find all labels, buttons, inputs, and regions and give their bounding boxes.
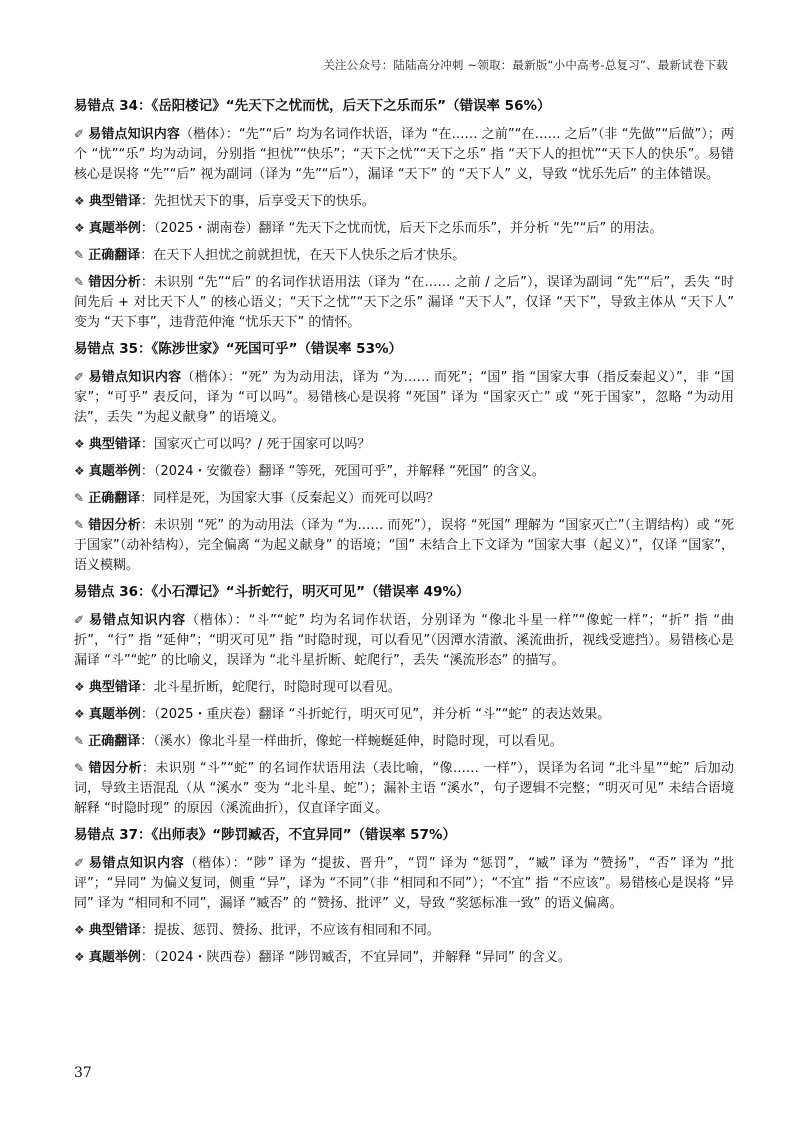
pen-icon: ✎ [74,275,85,289]
page-number: 37 [74,1065,92,1081]
typical-label: 典型错译 [88,923,141,938]
correct-translation-paragraph [74,731,734,752]
pen-icon: ✎ [74,518,85,532]
correct-translation-paragraph [74,245,734,266]
example-paragraph [74,704,734,725]
knowledge-text: （楷体）：“陟” 译为 “提拔、晋升”，“罚” 译为 “惩罚”，“臧” 译为 “赞扬”，“否” 译为 “批评”；“异同” 为偏义复词，侧重 “异”，译为 “不同”（非 “相同和不同”）；“不宜” 指 “不应该”。易错核心是误将 “异同” 译为 “相同和不同”，漏译 “臧否” 的 “赞扬、批评” 义，导致 “奖惩标准一致” 的语义偏离。 [74,856,734,911]
pen-icon: ✎ [74,734,85,748]
correct-text: ：（溪水）像北斗星一样曲折，像蛇一样蜿蜒延伸，时隐时现，可以看见。 [140,734,563,749]
typical-error-paragraph [74,677,734,698]
pen-icon: ✎ [74,761,85,775]
knowledge-text: （楷体）：“死” 为为动用法，译为 “为…… 而死”；“国” 指 “国家大事（指反秦起义）”，非 “国家”；“可乎” 表反问，译为 “可以吗”。易错核心是误将 “死国” 译为 “国家灭亡” 或 “死于国家”，忽略 “为动用法”，丢失 “为起义献身” 的语境义。 [74,370,734,425]
knowledge-label: 易错点知识内容 [88,127,180,142]
example-label: 真题举例 [88,464,141,479]
section-34 [74,96,734,333]
diamond-bullet-icon: ❖ [74,221,85,235]
section-36 [74,582,734,819]
example-text: ：（2024・安徽卷）翻译 “等死，死国可乎”，并解释 “死国” 的含义。 [140,464,545,479]
correct-translation-paragraph [74,488,734,509]
example-label: 真题举例 [88,707,141,722]
correct-label: 正确翻译 [88,734,141,749]
diamond-bullet-icon: ❖ [74,464,85,478]
diamond-bullet-icon: ❖ [74,923,85,937]
section-title: 易错点 35：《陈涉世家》“死国可乎”（错误率 53%） [74,341,402,357]
example-text: ：（2025・湖南卷）翻译 “先天下之忧而忧，后天下之乐而乐”，并分析 “先”“后” 的用法。 [140,221,663,236]
example-paragraph [74,461,734,482]
typical-error-paragraph [74,191,734,212]
typical-text: ：国家灭亡可以吗？/ 死于国家可以吗？ [140,437,371,452]
section-37 [74,825,734,968]
typical-label: 典型错译 [88,680,141,695]
knowledge-paragraph [74,610,734,671]
knowledge-paragraph [74,124,734,185]
example-label: 真题举例 [88,950,141,965]
analysis-text: ：未识别 “死” 的为动用法（译为 “为…… 而死”），误将 “死国” 理解为 “国家灭亡”（主谓结构）或 “死于国家”（动补结构），完全偏离 “为起义献身” 的语境；“国” 未结合上下文译为 “国家大事（起义）”，仅译 “国家”，语义模糊。 [74,518,734,573]
pencil-icon: ✐ [74,370,85,384]
analysis-label: 错因分析 [88,518,141,533]
example-paragraph [74,218,734,239]
content-body [74,96,734,974]
typical-label: 典型错译 [88,194,141,209]
pencil-icon: ✐ [74,127,85,141]
correct-label: 正确翻译 [88,491,141,506]
analysis-text: ：未识别 “斗”“蛇” 的名词作状语用法（表比喻，“像…… 一样”），误译为名词 “北斗星”“蛇” 后加动词，导致主语混乱（从 “溪水” 变为 “北斗星、蛇”）；漏补主语 “溪水”，句子逻辑不完整；“明灭可见” 未结合语境解释 “时隐时现” 的原因（溪流曲折），仅直译字面义。 [74,761,734,816]
knowledge-label: 易错点知识内容 [88,370,182,385]
section-title: 易错点 34：《岳阳楼记》“先天下之忧而忧，后天下之乐而乐”（错误率 56%） [74,98,551,114]
pencil-icon: ✐ [74,856,85,870]
knowledge-paragraph [74,853,734,914]
example-text: ：（2025・重庆卷）翻译 “斗折蛇行，明灭可见”，并分析 “斗”“蛇” 的表达效果。 [140,707,611,722]
typical-error-paragraph [74,920,734,941]
diamond-bullet-icon: ❖ [74,680,85,694]
diamond-bullet-icon: ❖ [74,707,85,721]
typical-error-paragraph [74,434,734,455]
typical-text: ：先担忧天下的事，后享受天下的快乐。 [140,194,375,209]
analysis-label: 错因分析 [88,275,141,290]
diamond-bullet-icon: ❖ [74,950,85,964]
section-35 [74,339,734,576]
analysis-paragraph [74,272,734,333]
analysis-text: ：未识别 “先”“后” 的名词作状语用法（译为 “在…… 之前 / 之后”），误译为副词 “先”“后”，丢失 “时间先后 + 对比天下人” 的核心语义；“天下之忧”“天下之乐” 漏译 “天下人”，仅译 “天下”，导致主体从 “天下人” 变为 “天下事”，违背范仲淹 “忧乐天下” 的情怀。 [74,275,734,330]
analysis-paragraph [74,515,734,576]
diamond-bullet-icon: ❖ [74,437,85,451]
typical-text: ：提拔、惩罚、赞扬、批评，不应该有相同和不同。 [140,923,440,938]
section-title: 易错点 37：《出师表》“陟罚臧否，不宜异同”（错误率 57%） [74,827,456,843]
knowledge-label: 易错点知识内容 [89,613,186,628]
correct-label: 正确翻译 [88,248,141,263]
knowledge-paragraph [74,367,734,428]
correct-text: ：同样是死，为国家大事（反秦起义）而死可以吗？ [140,491,440,506]
section-title: 易错点 36：《小石潭记》“斗折蛇行，明灭可见”（错误率 49%） [74,584,470,600]
pencil-icon: ✐ [74,613,85,627]
page-header: 关注公众号：陆陆高分冲刺 ~领取：最新版“小中高考-总复习”、最新试卷下载 [323,58,728,72]
analysis-label: 错因分析 [88,761,142,776]
typical-text: ：北斗星折断，蛇爬行，时隐时现可以看见。 [140,680,401,695]
example-text: ：（2024・陕西卷）翻译 “陟罚臧否，不宜异同”，并解释 “异同” 的含义。 [140,950,571,965]
typical-label: 典型错译 [88,437,141,452]
correct-text: ：在天下人担忧之前就担忧，在天下人快乐之后才快乐。 [140,248,466,263]
example-paragraph [74,947,734,968]
knowledge-label: 易错点知识内容 [88,856,185,871]
example-label: 真题举例 [88,221,141,236]
knowledge-text: （楷体）：“先”“后” 均为名词作状语，译为 “在…… 之前”“在…… 之后”（非 “先做”“后做”）；两个 “忧”“乐” 均为动词，分别指 “担忧”“快乐”；“天下之忧”“天下之乐” 指 “天下人的担忧”“天下人的快乐”。易错核心是误将 “先”“后” 视为副词（译为 “先”“后”），漏译 “天下” 的 “天下人” 义，导致 “忧乐先后” 的主体错误。 [74,127,734,182]
pen-icon: ✎ [74,248,85,262]
knowledge-text: （楷体）：“斗”“蛇” 均为名词作状语，分别译为 “像北斗星一样”“像蛇一样”；“折” 指 “曲折”，“行” 指 “延伸”；“明灭可见” 指 “时隐时现，可以看见”（因潭水清澈、溪流曲折，视线受遮挡）。易错核心是漏译 “斗”“蛇” 的比喻义，误译为 “北斗星折断、蛇爬行”，丢失 “溪流形态” 的描写。 [74,613,734,668]
pen-icon: ✎ [74,491,85,505]
diamond-bullet-icon: ❖ [74,194,85,208]
analysis-paragraph [74,758,734,819]
